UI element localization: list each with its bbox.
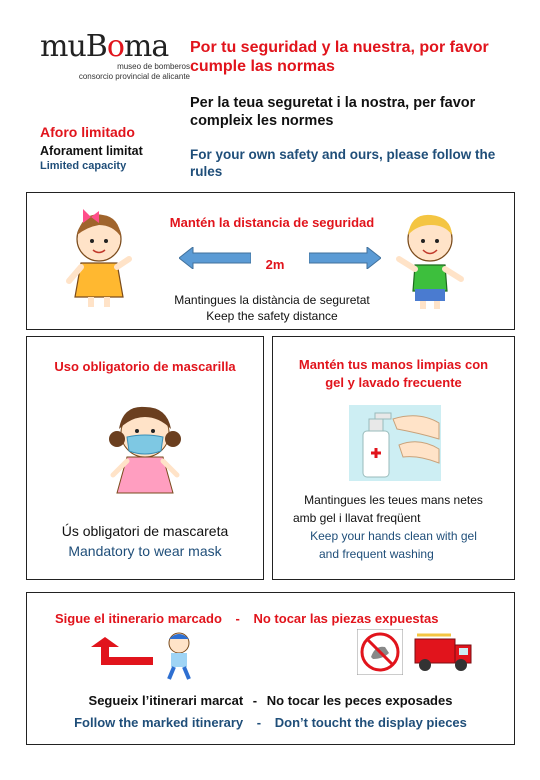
itinerary-ca-sep: - <box>252 693 258 708</box>
logo-subtitle-1: museo de bomberos <box>117 62 190 71</box>
itinerary-title-1: Sigue el itinerario marcado <box>55 611 222 626</box>
itinerary-text-ca <box>27 693 514 708</box>
logo-wordmark: muBoma <box>40 29 169 64</box>
itinerary-title-2: No tocar las piezas expuestas <box>253 611 439 626</box>
distance-title: Mantén la distancia de seguridad <box>169 215 375 230</box>
hands-text-en-2: and frequent washing <box>319 547 434 561</box>
itinerary-panel <box>26 592 515 745</box>
turn-arrow-icon <box>91 637 153 667</box>
itinerary-sep: - <box>235 611 240 626</box>
hands-title-2: gel y lavado frecuente <box>325 375 462 390</box>
walking-child-icon <box>159 629 199 681</box>
itinerary-ca-2: No tocar les peces exposades <box>266 693 453 708</box>
mubomba-logo <box>40 29 190 82</box>
mask-text-en: Mandatory to wear mask <box>68 543 222 559</box>
title-ca: Per la teua seguretat i la nostra, per favor compleix les normes <box>190 95 476 129</box>
itinerary-text-en <box>27 715 514 730</box>
left-arrow-icon <box>179 247 251 269</box>
mask-text-ca: Ús obligatori de mascareta <box>61 523 229 539</box>
hands-text-en-1: Keep your hands clean with gel <box>310 529 477 543</box>
logo-subtitle-2: consorcio provincial de alicante <box>78 72 190 81</box>
itinerary-en-sep: - <box>256 715 262 730</box>
hands-text-ca-2: amb gel i llavat freqüent <box>293 511 421 525</box>
fire-truck-icon <box>413 629 473 673</box>
distance-value: 2m <box>265 257 285 272</box>
right-arrow-icon <box>309 247 381 269</box>
hands-title-1: Mantén tus manos limpias con <box>298 357 489 372</box>
hands-panel <box>272 336 515 580</box>
girl-icon <box>63 201 135 311</box>
itinerary-en-1: Follow the marked itinerary <box>74 715 244 730</box>
mask-title: Uso obligatorio de mascarilla <box>54 359 236 374</box>
hands-text-ca-1: Mantingues les teues mans netes <box>304 493 483 507</box>
aforo-en: Limited capacity <box>40 160 127 172</box>
hand-sanitizer-icon <box>349 405 441 481</box>
itinerary-ca-1: Segueix l’itinerari marcat <box>88 693 244 708</box>
mask-panel <box>26 336 264 580</box>
title-es: Por tu seguridad y la nuestra, por favor cumple las normas <box>190 39 489 75</box>
title-en: For your own safety and ours, please follow the rules <box>190 147 496 179</box>
distance-panel <box>26 192 515 330</box>
aforo-ca: Aforament limitat <box>40 144 143 158</box>
no-touch-icon <box>357 629 403 675</box>
child-mask-icon <box>99 399 191 499</box>
aforo-es: Aforo limitado <box>40 124 135 140</box>
distance-text-ca: Mantingues la distància de seguretat <box>174 293 370 307</box>
itinerary-title-es <box>55 611 438 626</box>
itinerary-en-2: Don’t toucht the display pieces <box>274 715 467 730</box>
distance-text-en: Keep the safety distance <box>206 309 338 323</box>
